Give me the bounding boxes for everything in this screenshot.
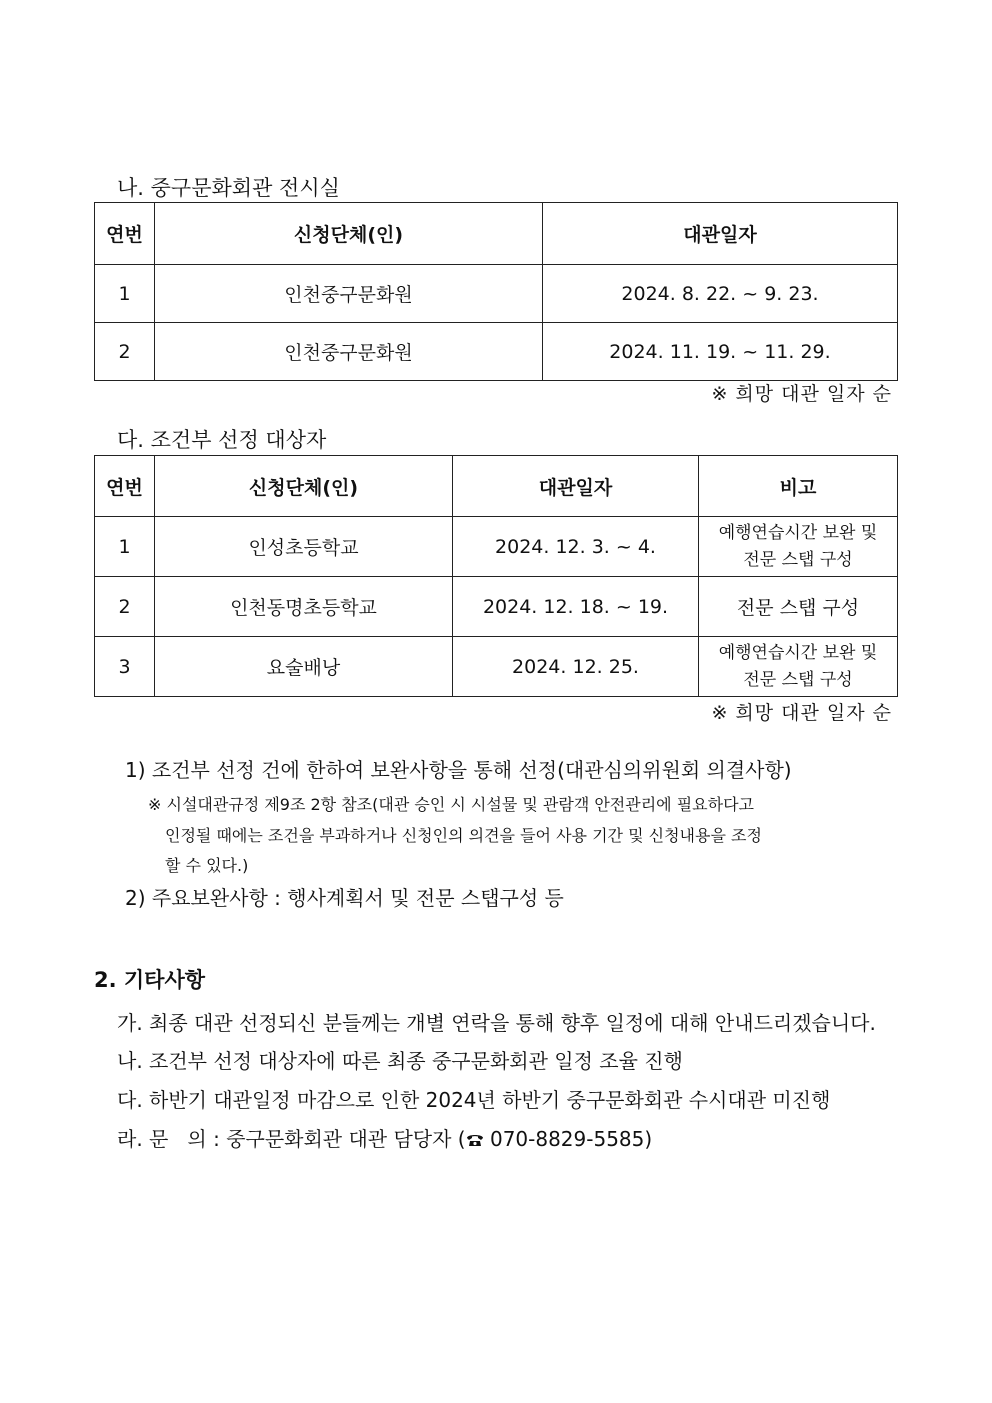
- table-header-row: [95, 203, 898, 265]
- reference-line-2: 인정될 때에는 조건을 부과하거나 신청인의 의견을 들어 사용 기간 및 신청내용을 조정: [165, 826, 762, 845]
- table-row: [95, 265, 898, 323]
- other-item-na: 나. 조건부 선정 대상자에 따른 최종 중구문화회관 일정 조율 진행: [117, 1049, 683, 1073]
- row-remark: 전문 스탭 구성: [699, 577, 898, 637]
- remark-line: 전문 스탭 구성: [743, 669, 853, 690]
- row-org: 인천중구문화원: [155, 323, 543, 381]
- section-da-heading: 다. 조건부 선정 대상자: [117, 428, 327, 452]
- table-row: [95, 323, 898, 381]
- row-date: 2024. 12. 3. ~ 4.: [453, 517, 699, 577]
- table-row: [95, 517, 898, 577]
- row-date: 2024. 12. 25.: [453, 637, 699, 697]
- row-date: 2024. 8. 22. ~ 9. 23.: [543, 265, 898, 323]
- condition-item-1: 1) 조건부 선정 건에 한하여 보완사항을 통해 선정(대관심의위원회 의결사항): [125, 758, 792, 782]
- row-remark: [699, 637, 898, 697]
- row-no: 2: [95, 577, 155, 637]
- other-section-title: 2. 기타사항: [94, 968, 206, 992]
- col-header-org: 신청단체(인): [155, 456, 453, 517]
- row-org: 인천동명초등학교: [155, 577, 453, 637]
- section-na-note: ※ 희망 대관 일자 순: [711, 383, 892, 405]
- remark-line: 예행연습시간 보완 및: [718, 522, 878, 543]
- reference-line-1: ※ 시설대관규정 제9조 2항 참조(대관 승인 시 시설물 및 관람객 안전관리에 필요하다고: [148, 795, 755, 814]
- row-no: 1: [95, 517, 155, 577]
- row-date: 2024. 12. 18. ~ 19.: [453, 577, 699, 637]
- other-item-ra: [117, 1123, 652, 1152]
- contact-number: 070-8829-5585): [483, 1127, 653, 1151]
- other-item-da: 다. 하반기 대관일정 마감으로 인한 2024년 하반기 중구문화회관 수시대관 미진행: [117, 1088, 831, 1112]
- table-row: [95, 637, 898, 697]
- row-no: 1: [95, 265, 155, 323]
- remark-line: 전문 스탭 구성: [743, 549, 853, 570]
- remark-line: 예행연습시간 보완 및: [718, 642, 878, 663]
- condition-item-2: 2) 주요보완사항 : 행사계획서 및 전문 스탭구성 등: [125, 886, 564, 910]
- row-remark: [699, 517, 898, 577]
- col-header-remark: 비고: [699, 456, 898, 517]
- col-header-no: 연번: [95, 456, 155, 517]
- row-no: 2: [95, 323, 155, 381]
- row-no: 3: [95, 637, 155, 697]
- reference-line-3: 할 수 있다.): [165, 856, 249, 875]
- contact-label: 라. 문 의 : 중구문화회관 대관 담당자 (: [117, 1127, 466, 1151]
- section-da-note: ※ 희망 대관 일자 순: [711, 702, 892, 724]
- table-row: [95, 577, 898, 637]
- other-item-ga: 가. 최종 대관 선정되신 분들께는 개별 연락을 통해 향후 일정에 대해 안내드리겠습니다.: [117, 1011, 876, 1035]
- col-header-date: 대관일자: [543, 203, 898, 265]
- section-na-heading: 나. 중구문화회관 전시실: [117, 176, 340, 200]
- row-org: 인천중구문화원: [155, 265, 543, 323]
- phone-icon: [466, 1127, 484, 1151]
- table-header-row: [95, 456, 898, 517]
- col-header-org: 신청단체(인): [155, 203, 543, 265]
- row-org: 인성초등학교: [155, 517, 453, 577]
- row-org: 요술배낭: [155, 637, 453, 697]
- conditional-selection-table: [94, 455, 898, 697]
- row-date: 2024. 11. 19. ~ 11. 29.: [543, 323, 898, 381]
- exhibition-hall-table: [94, 202, 898, 381]
- col-header-date: 대관일자: [453, 456, 699, 517]
- col-header-no: 연번: [95, 203, 155, 265]
